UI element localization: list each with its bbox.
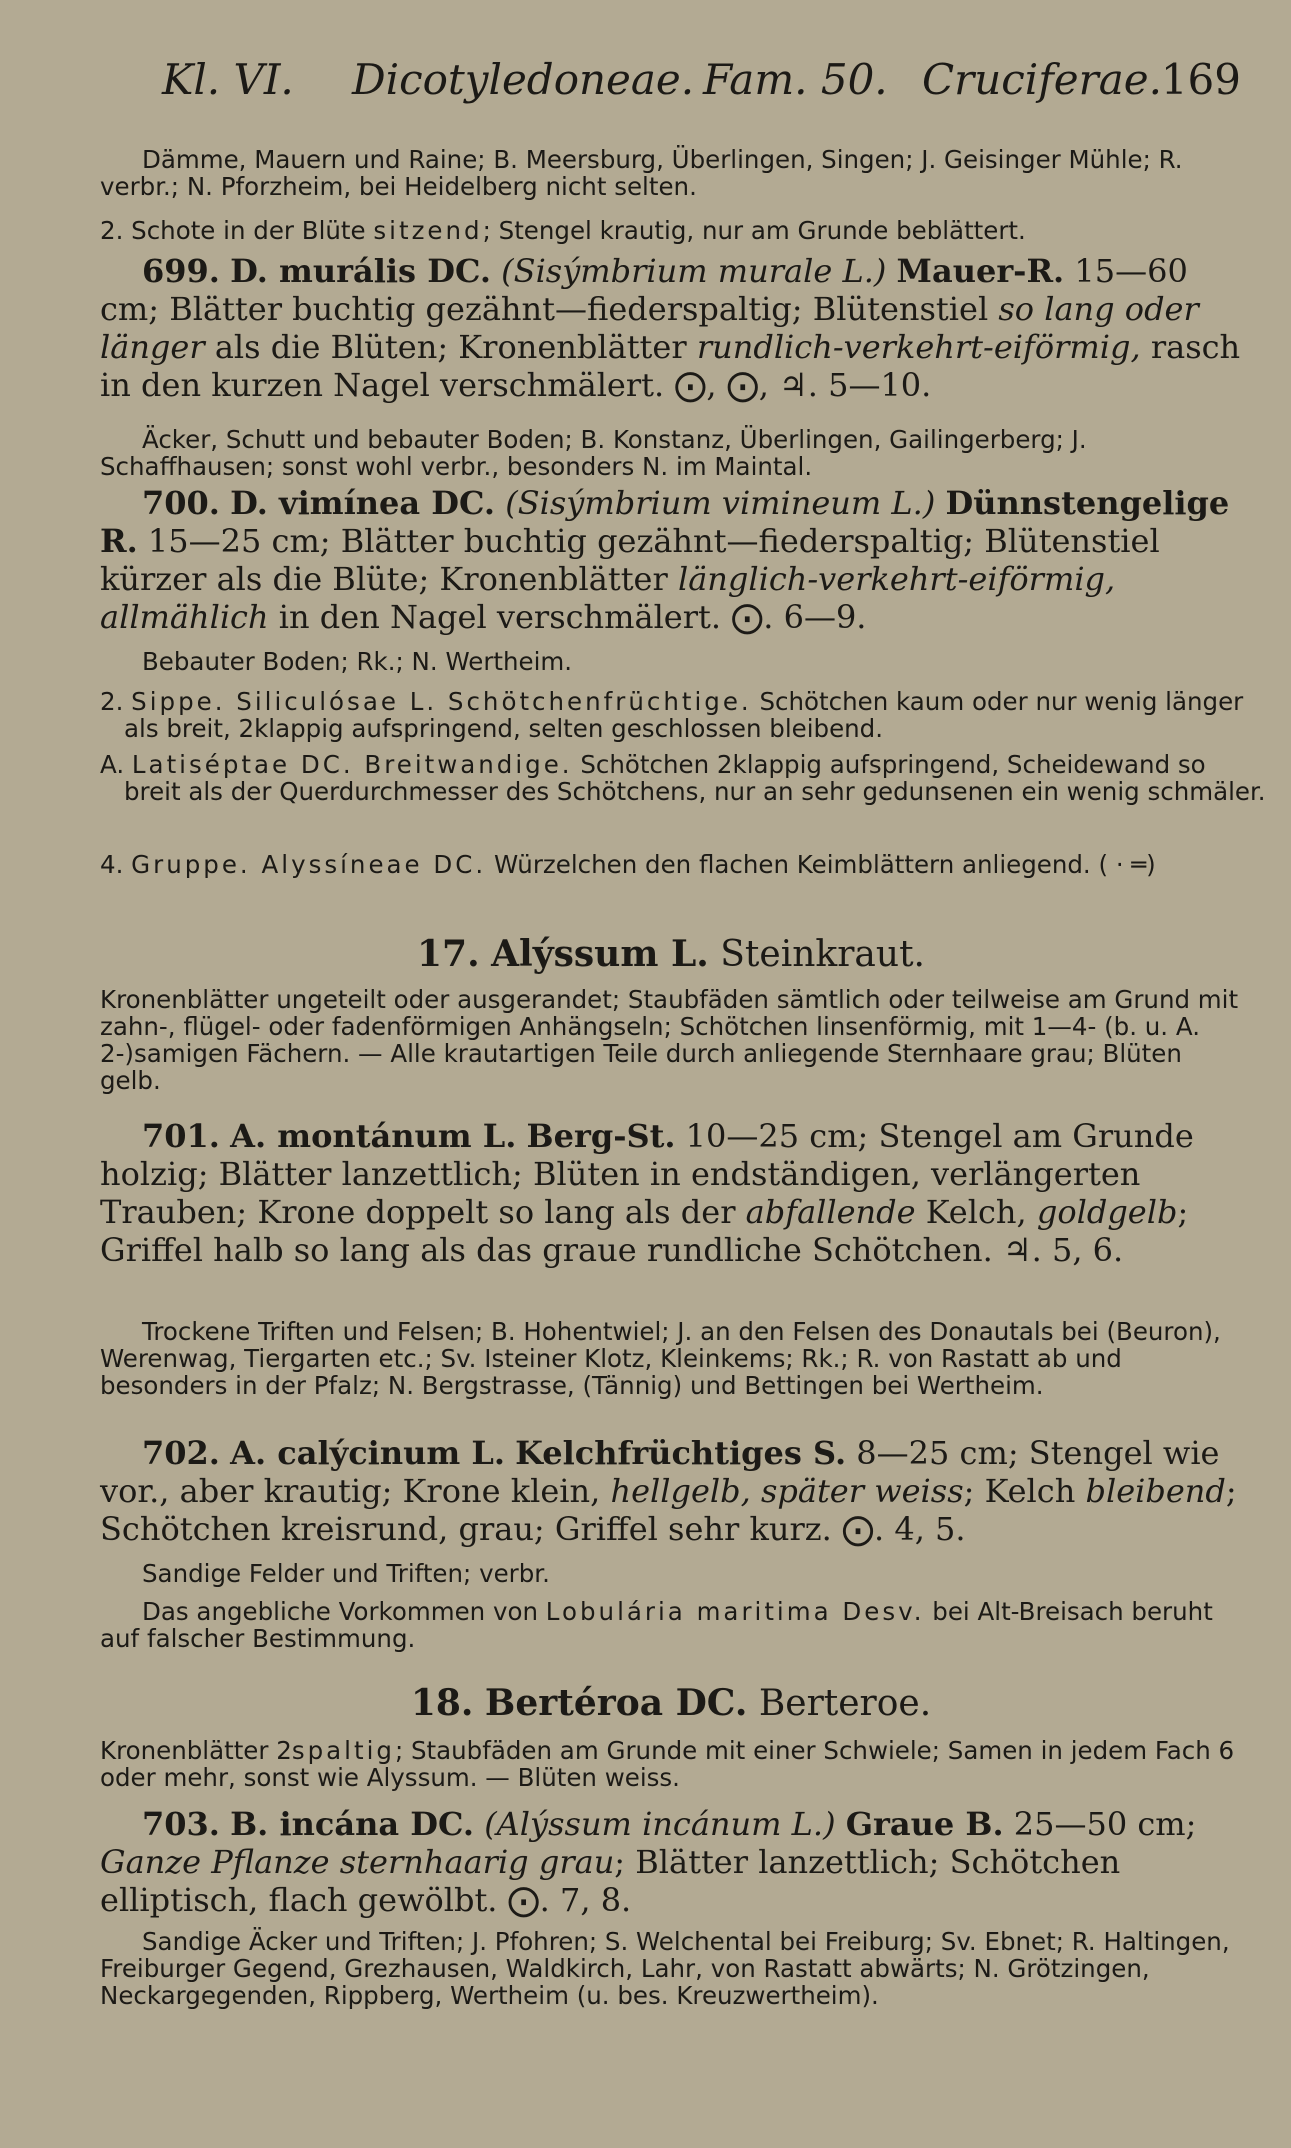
species-name: D. vimínea DC. <box>230 484 496 522</box>
species-702: 702. A. calýcinum L. Kelchfrüchtiges S. 8—25 cm; Stengel wie vor., aber krautig; Krone klein, hellgelb, später weiss; Kelch bleibend; Schötchen kreisrund, grau; Griffel sehr kurz. ⨀. 4, 5. <box>100 1434 1237 1548</box>
header-order: Cruciferae. <box>922 55 1162 104</box>
key-latiseptae: A. Latiséptae DC. Breitwandige. Schötchen 2klappig aufspringend, Scheidewand so breit als der Querdurchmesser des Schötchens, nur an sehr gedunsenen ein wenig schmäler. <box>100 750 1266 806</box>
header-class: Kl. VI. <box>162 55 294 104</box>
species-703: 703. B. incána DC. (Alýssum incánum L.) Graue B. 25—50 cm; Ganze Pflanze sternhaarig grau; Blätter lanzettlich; Schötchen elliptisch, flach gewölbt. ⨀. 7, 8. <box>100 1805 1197 1919</box>
header-subclass: Dicotyledoneae. <box>352 55 695 104</box>
synonym: (Sisýmbrium murale L.) <box>501 252 887 290</box>
key-gruppe: 4. Gruppe. Alyssíneae DC. Würzelchen den flachen Keimblättern anliegend. ( · ═) <box>100 850 1156 879</box>
species-701-habitat: Trockene Triften und Felsen; B. Hohentwiel; J. an den Felsen des Donautals bei (Beuron), Werenwag, Tiergarten etc.; Sv. Isteiner Klotz, Kleinkems; Rk.; R. von Rastatt ab und besonders in der Pfalz; N. Bergstrasse, (Tännig) und Bettingen bei Wertheim. <box>100 1317 1221 1400</box>
species-number: 701. <box>142 1117 220 1155</box>
species-name: D. murális DC. <box>230 252 491 290</box>
species-name: B. incána DC. <box>230 1805 475 1843</box>
lobularia-note: Das angebliche Vorkommen von Lobulária maritima Desv. bei Alt-Breisach beruht auf falscher Bestimmung. <box>100 1597 1213 1653</box>
genus-18-heading: 18. Bertéroa DC. Berteroe. <box>410 1682 932 1724</box>
species-number: 702. <box>142 1434 220 1472</box>
species-name: A. calýcinum L. <box>230 1434 505 1472</box>
species-702-habitat: Sandige Felder und Triften; verbr. <box>142 1559 550 1588</box>
genus-17-heading: 17. Alýssum L. Steinkraut. <box>417 933 925 975</box>
page-number: 169 <box>1160 55 1241 104</box>
species-name: A. montánum L. <box>230 1117 517 1155</box>
common-name: Berg-St. <box>526 1117 676 1155</box>
running-header <box>100 52 1241 108</box>
species-700: 700. D. vimínea DC. (Sisýmbrium vimineum L.) Dünnstengelige R. 15—25 cm; Blätter buchtig gezähnt—fiederspaltig; Blütenstiel kürzer als die Blüte; Kronenblätter länglich-verkehrt-eiförmig, allmählich in den Nagel verschmälert. ⨀. 6—9. <box>100 484 1230 636</box>
species-703-habitat: Sandige Äcker und Triften; J. Pfohren; S. Welchental bei Freiburg; Sv. Ebnet; R. Haltingen, Freiburger Gegend, Grezhausen, Waldkirch, Lahr, von Rastatt abwärts; N. Grötzingen, Neckargegenden, Rippberg, Wertheim (u. bes. Kreuzwertheim). <box>100 1927 1230 2010</box>
header-family: Fam. 50. <box>703 55 888 104</box>
species-701: 701. A. montánum L. Berg-St. 10—25 cm; Stengel am Grunde holzig; Blätter lanzettlich; Blüten in endständigen, verlängerten Trauben; Krone doppelt so lang als der abfallende Kelch, goldgelb; Griffel halb so lang als das graue rundliche Schötchen. ♃. 5, 6. <box>100 1117 1194 1269</box>
common-name: Mauer-R. <box>896 252 1065 290</box>
species-699-habitat: Äcker, Schutt und bebauter Boden; B. Konstanz, Überlingen, Gailingerberg; J. Schaffhausen; sonst wohl verbr., besonders N. im Maintal. <box>100 425 1087 481</box>
genus-17-description: Kronenblätter ungeteilt oder ausgerandet; Staubfäden sämtlich oder teilweise am Grund mit zahn-, flügel- oder fadenförmigen Anhängseln; Schötchen linsenförmig, mit 1—4- (b. u. A. 2-)samigen Fächern. — Alle krautartigen Teile durch anliegende Sternhaare grau; Blüten gelb. <box>100 985 1239 1095</box>
key-2-schote: 2. Schote in der Blüte sitzend; Stengel krautig, nur am Grunde beblättert. <box>100 216 1026 245</box>
genus-18-description: Kronenblätter 2spaltig; Staubfäden am Grunde mit einer Schwiele; Samen in jedem Fach 6 oder mehr, sonst wie Alyssum. — Blüten weiss. <box>100 1736 1235 1792</box>
species-699: 699. D. murális DC. (Sisýmbrium murale L.) Mauer-R. 15—60 cm; Blätter buchtig gezähnt—fiederspaltig; Blütenstiel so lang oder länger als die Blüten; Kronenblätter rundlich-verkehrt-eiförmig, rasch in den kurzen Nagel verschmälert. ⨀, ⨀, ♃. 5—10. <box>100 252 1241 404</box>
species-number: 699. <box>142 252 220 290</box>
common-name: Graue B. <box>845 1805 1004 1843</box>
species-700-habitat: Bebauter Boden; Rk.; N. Wertheim. <box>142 647 573 676</box>
common-name: Kelchfrüchtiges S. <box>515 1434 847 1472</box>
species-number: 703. <box>142 1805 220 1843</box>
key-sippe: 2. Sippe. Siliculósae L. Schötchenfrüchtige. Schötchen kaum oder nur wenig länger als breit, 2klappig aufspringend, selten geschlossen bleibend. <box>100 687 1244 743</box>
intro-habitat: Dämme, Mauern und Raine; B. Meersburg, Überlingen, Singen; J. Geisinger Mühle; R. verbr.; N. Pforzheim, bei Heidelberg nicht selten. <box>100 145 1183 201</box>
synonym: (Sisýmbrium vimineum L.) <box>505 484 936 522</box>
species-number: 700. <box>142 484 220 522</box>
common-name: Dünnstengelige R. <box>100 484 1230 560</box>
synonym: (Alýssum incánum L.) <box>484 1805 836 1843</box>
